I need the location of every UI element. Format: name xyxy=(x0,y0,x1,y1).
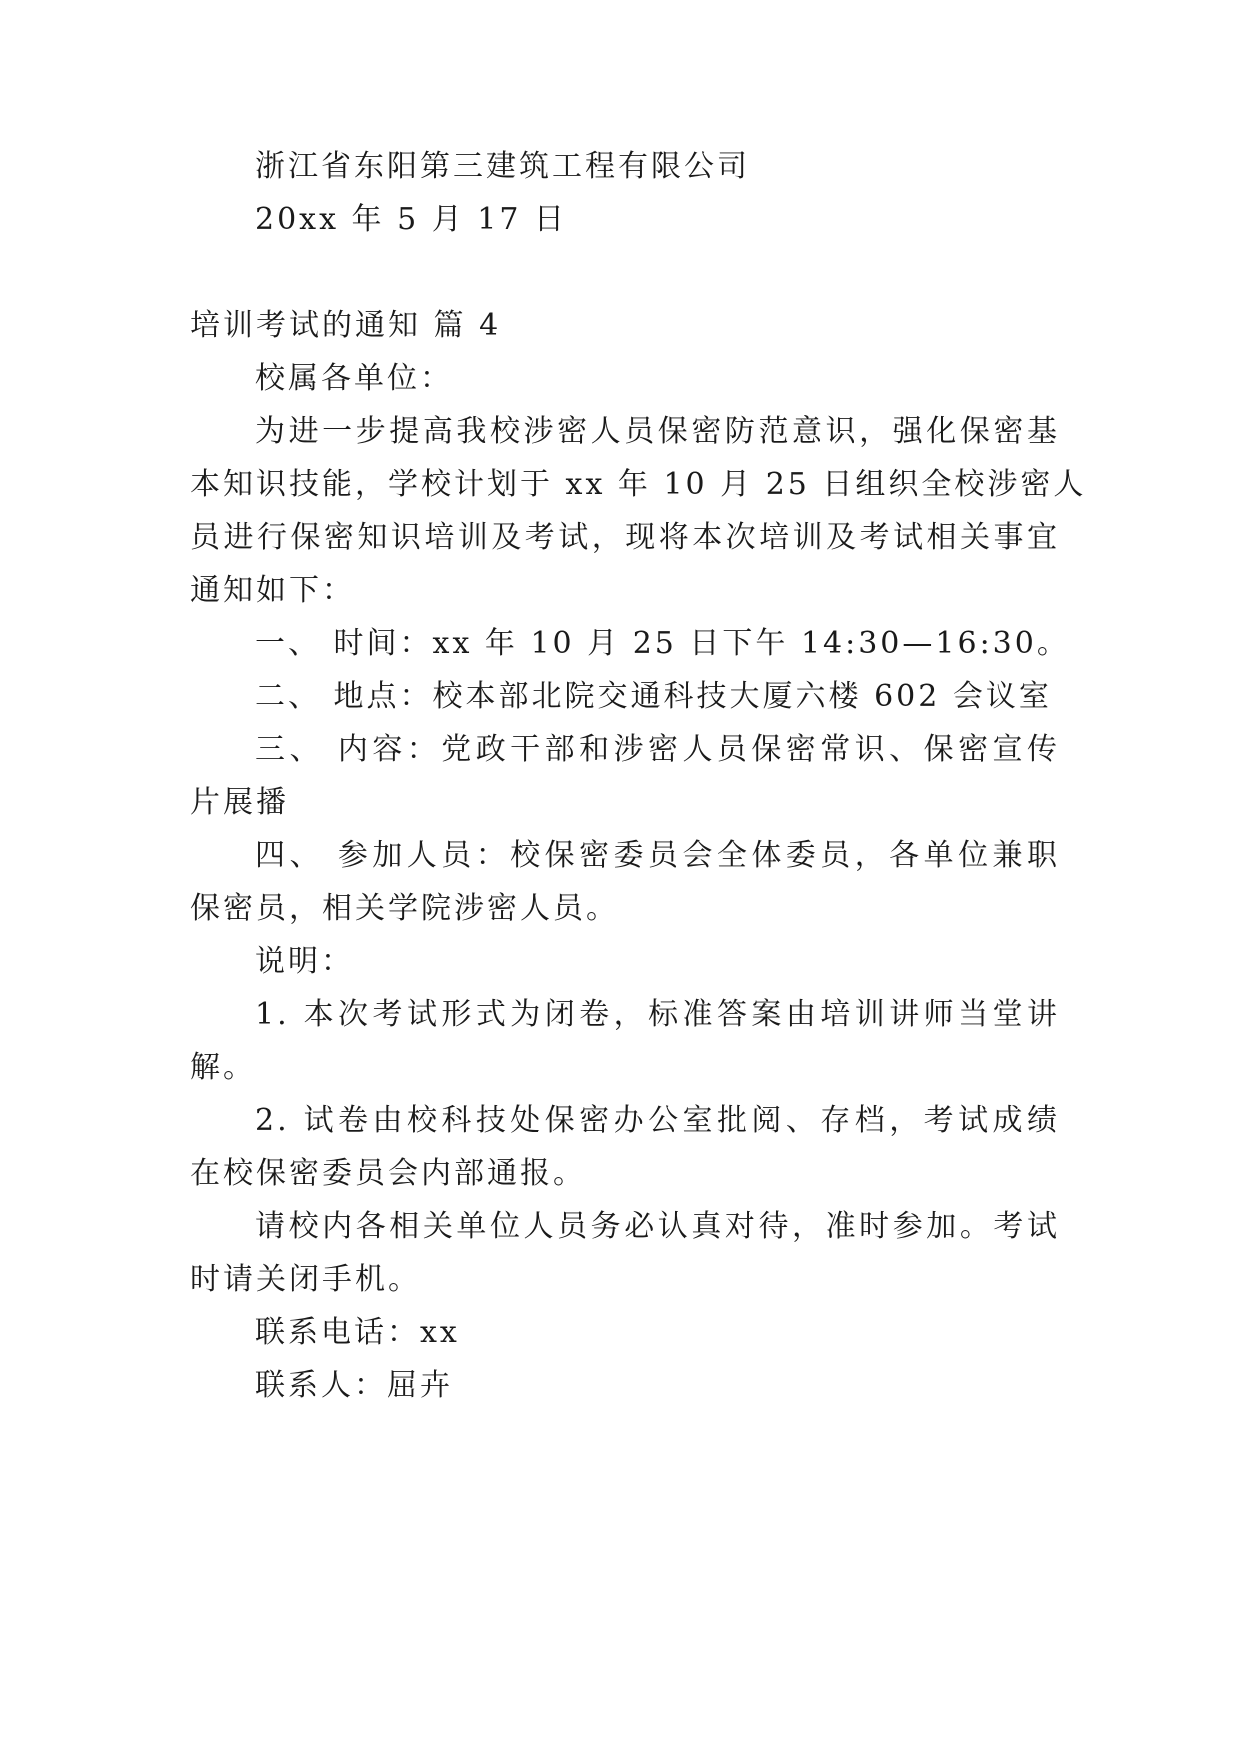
contact-phone: 联系电话：xx xyxy=(255,1315,460,1350)
notice-heading: 培训考试的通知 篇 4 xyxy=(190,308,502,343)
item-participants-cont: 保密员，相关学院涉密人员。 xyxy=(190,891,619,926)
intro-line: 员进行保密知识培训及考试，现将本次培训及考试相关事宜 xyxy=(190,520,1060,555)
note-2-cont: 在校保密委员会内部通报。 xyxy=(190,1156,586,1191)
closing-text-cont: 时请关闭手机。 xyxy=(190,1262,421,1297)
intro-line: 本知识技能，学校计划于 xx 年 10 月 25 日组织全校涉密人 xyxy=(190,467,1087,502)
item-time: 一、 时间：xx 年 10 月 25 日下午 14:30—16:30。 xyxy=(255,626,1070,661)
item-place: 二、 地点：校本部北院交通科技大厦六楼 602 会议室 xyxy=(255,679,1052,714)
company-name: 浙江省东阳第三建筑工程有限公司 xyxy=(255,149,750,184)
intro-line: 为进一步提高我校涉密人员保密防范意识，强化保密基 xyxy=(255,414,1060,449)
note-1: 1. 本次考试形式为闭卷，标准答案由培训讲师当堂讲 xyxy=(255,997,1060,1032)
signature-date: 20xx 年 5 月 17 日 xyxy=(255,202,567,237)
closing-text: 请校内各相关单位人员务必认真对待，准时参加。考试 xyxy=(255,1209,1060,1244)
intro-line: 通知如下： xyxy=(190,573,355,608)
item-participants: 四、 参加人员：校保密委员会全体委员，各单位兼职 xyxy=(255,838,1060,873)
item-content: 三、 内容：党政干部和涉密人员保密常识、保密宣传 xyxy=(255,732,1060,767)
salutation: 校属各单位： xyxy=(255,361,453,396)
notes-label: 说明： xyxy=(255,944,354,979)
note-2: 2. 试卷由校科技处保密办公室批阅、存档，考试成绩 xyxy=(255,1103,1060,1138)
contact-person: 联系人：屈卉 xyxy=(255,1368,453,1403)
note-1-cont: 解。 xyxy=(190,1050,256,1085)
item-content-cont: 片展播 xyxy=(190,785,289,820)
